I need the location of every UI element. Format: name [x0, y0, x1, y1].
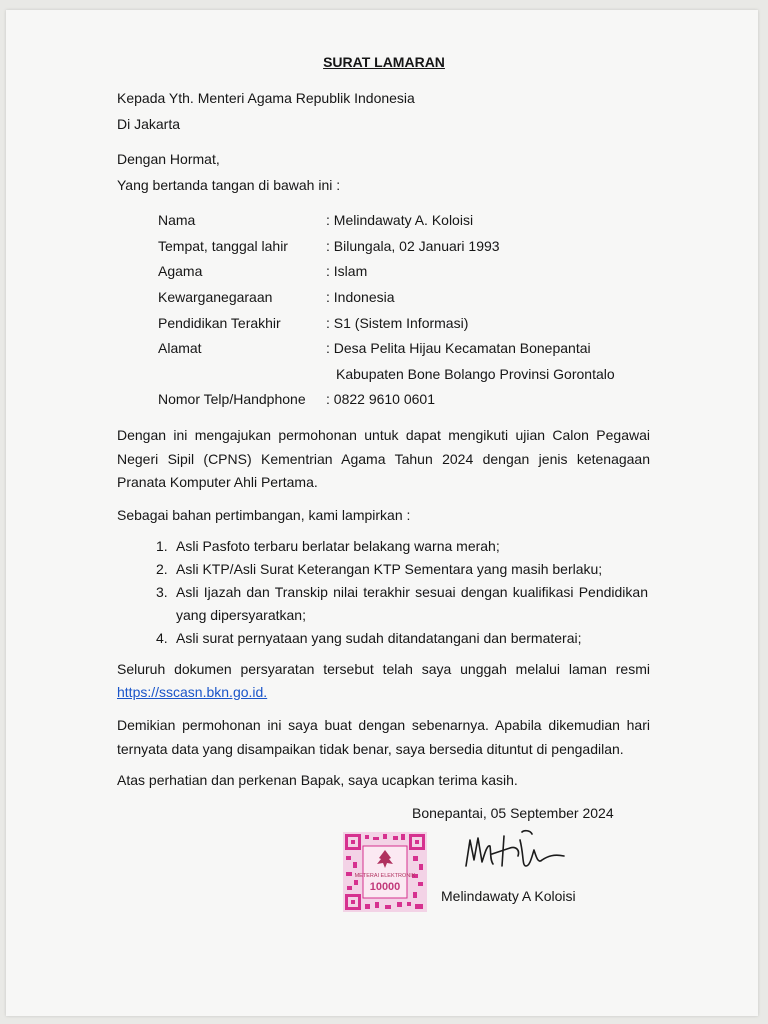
list-item: Asli Ijazah dan Transkip nilai terakhir sesuai dengan kualifikasi Pendidikan: [176, 584, 648, 600]
list-number: 1.: [156, 538, 168, 554]
stamp-label: METERAI ELEKTRONIK: [354, 873, 416, 879]
identity-value: : S1 (Sistem Informasi): [326, 315, 469, 331]
identity-value-continued: Kabupaten Bone Bolango Provinsi Gorontalo: [336, 366, 615, 382]
identity-value: : Islam: [326, 263, 368, 279]
website-link[interactable]: https://sscasn.bkn.go.id.: [117, 684, 268, 700]
paragraph-line: Pranata Komputer Ahli Pertama.: [117, 474, 318, 490]
stamp-amount: 10000: [369, 881, 401, 893]
signer-name: Melindawaty A Koloisi: [441, 888, 576, 904]
list-number: 4.: [156, 630, 168, 646]
list-number: 3.: [156, 584, 168, 600]
closing-text: Atas perhatian dan perkenan Bapak, saya ucapkan terima kasih.: [117, 772, 518, 788]
list-item: Asli surat pernyataan yang sudah ditandatangani dan bermaterai;: [176, 630, 582, 646]
electronic-stamp: [343, 832, 427, 912]
identity-value: : Melindawaty A. Koloisi: [326, 212, 474, 228]
identity-value: : Indonesia: [326, 289, 395, 305]
identity-label: Nomor Telp/Handphone: [158, 391, 306, 407]
list-item: Asli KTP/Asli Surat Keterangan KTP Sementara yang masih berlaku;: [176, 561, 603, 577]
list-number: 2.: [156, 561, 168, 577]
identity-value: : Bilungala, 02 Januari 1993: [326, 238, 500, 254]
website-link-line: [117, 684, 267, 700]
paragraph-line: Dengan ini mengajukan permohonan untuk dapat mengikuti ujian Calon Pegawai: [117, 427, 650, 443]
identity-value: : Desa Pelita Hijau Kecamatan Bonepantai: [326, 340, 591, 356]
attachments-intro: Sebagai bahan pertimbangan, kami lampirkan :: [117, 507, 411, 523]
identity-label: Kewarganegaraan: [158, 289, 273, 305]
letter-title: SURAT LAMARAN: [323, 54, 445, 70]
signature: [460, 826, 572, 886]
paragraph-line: Negeri Sipil (CPNS) Kementrian Agama Tahun 2024 dengan jenis ketenagaan: [117, 451, 650, 467]
paragraph-line: ternyata data yang disampaikan tidak benar, saya bersedia dituntut di pengadilan.: [117, 741, 624, 757]
greeting: Dengan Hormat,: [117, 151, 220, 167]
place-date: Bonepantai, 05 September 2024: [412, 805, 614, 821]
paragraph-line: Demikian permohonan ini saya buat dengan sebenarnya. Apabila dikemudian hari: [117, 717, 650, 733]
identity-label: Pendidikan Terakhir: [158, 315, 281, 331]
identity-label: Alamat: [158, 340, 202, 356]
identity-value: : 0822 9610 0601: [326, 391, 435, 407]
intro-text: Yang bertanda tangan di bawah ini :: [117, 177, 341, 193]
recipient-line: Kepada Yth. Menteri Agama Republik Indonesia: [117, 90, 415, 106]
identity-label: Tempat, tanggal lahir: [158, 238, 288, 254]
list-item: Asli Pasfoto terbaru berlatar belakang warna merah;: [176, 538, 500, 554]
identity-label: Agama: [158, 263, 203, 279]
list-item-continued: yang dipersyaratkan;: [176, 607, 306, 623]
paragraph-line: Seluruh dokumen persyaratan tersebut telah saya unggah melalui laman resmi: [117, 661, 650, 677]
identity-label: Nama: [158, 212, 196, 228]
recipient-city: Di Jakarta: [117, 116, 181, 132]
